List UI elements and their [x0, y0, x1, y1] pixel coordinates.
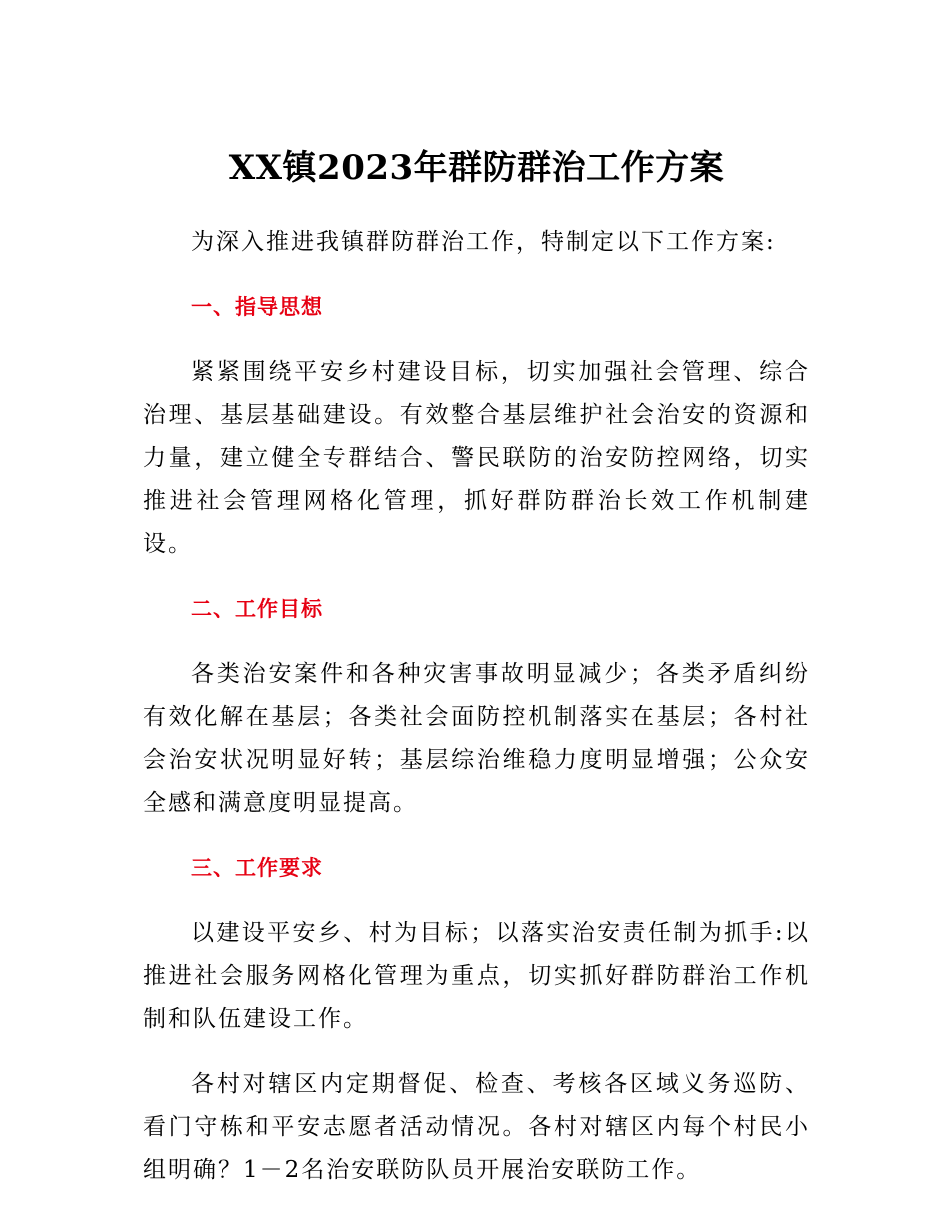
section-paragraph: 各村对辖区内定期督促、检查、考核各区域义务巡防、看门守栋和平安志愿者活动情况。各村对辖区内每个村民小组明确？1－2名治安联防队员开展治安联防工作。 — [143, 1071, 810, 1183]
section-paragraph: 紧紧围绕平安乡村建设目标，切实加强社会管理、综合治理、基层基础建设。有效整合基层维护社会治安的资源和力量，建立健全专群结合、警民联防的治安防控网络，切实推进社会管理网格化管理，抓好群防群治长效工作机制建设。 — [143, 359, 810, 557]
section-heading-work-requirements: 三、工作要求 — [191, 856, 323, 880]
section-paragraph: 以建设平安乡、村为目标；以落实治安责任制为抓手:以推进社会服务网格化管理为重点，切实抓好群防群治工作机制和队伍建设工作。 — [143, 920, 810, 1032]
section-heading-guiding-ideology: 一、指导思想 — [191, 295, 323, 319]
intro-paragraph: 为深入推进我镇群防群治工作，特制定以下工作方案: — [191, 229, 776, 255]
section-paragraph: 各类治安案件和各种灾害事故明显减少；各类矛盾纠纷有效化解在基层；各类社会面防控机制落实在基层；各村社会治安状况明显好转；基层综治维稳力度明显增强；公众安全感和满意度明显提高。 — [143, 661, 810, 816]
document-title: XX镇2023年群防群治工作方案 — [228, 148, 725, 188]
section-heading-work-goals: 二、工作目标 — [191, 597, 323, 621]
